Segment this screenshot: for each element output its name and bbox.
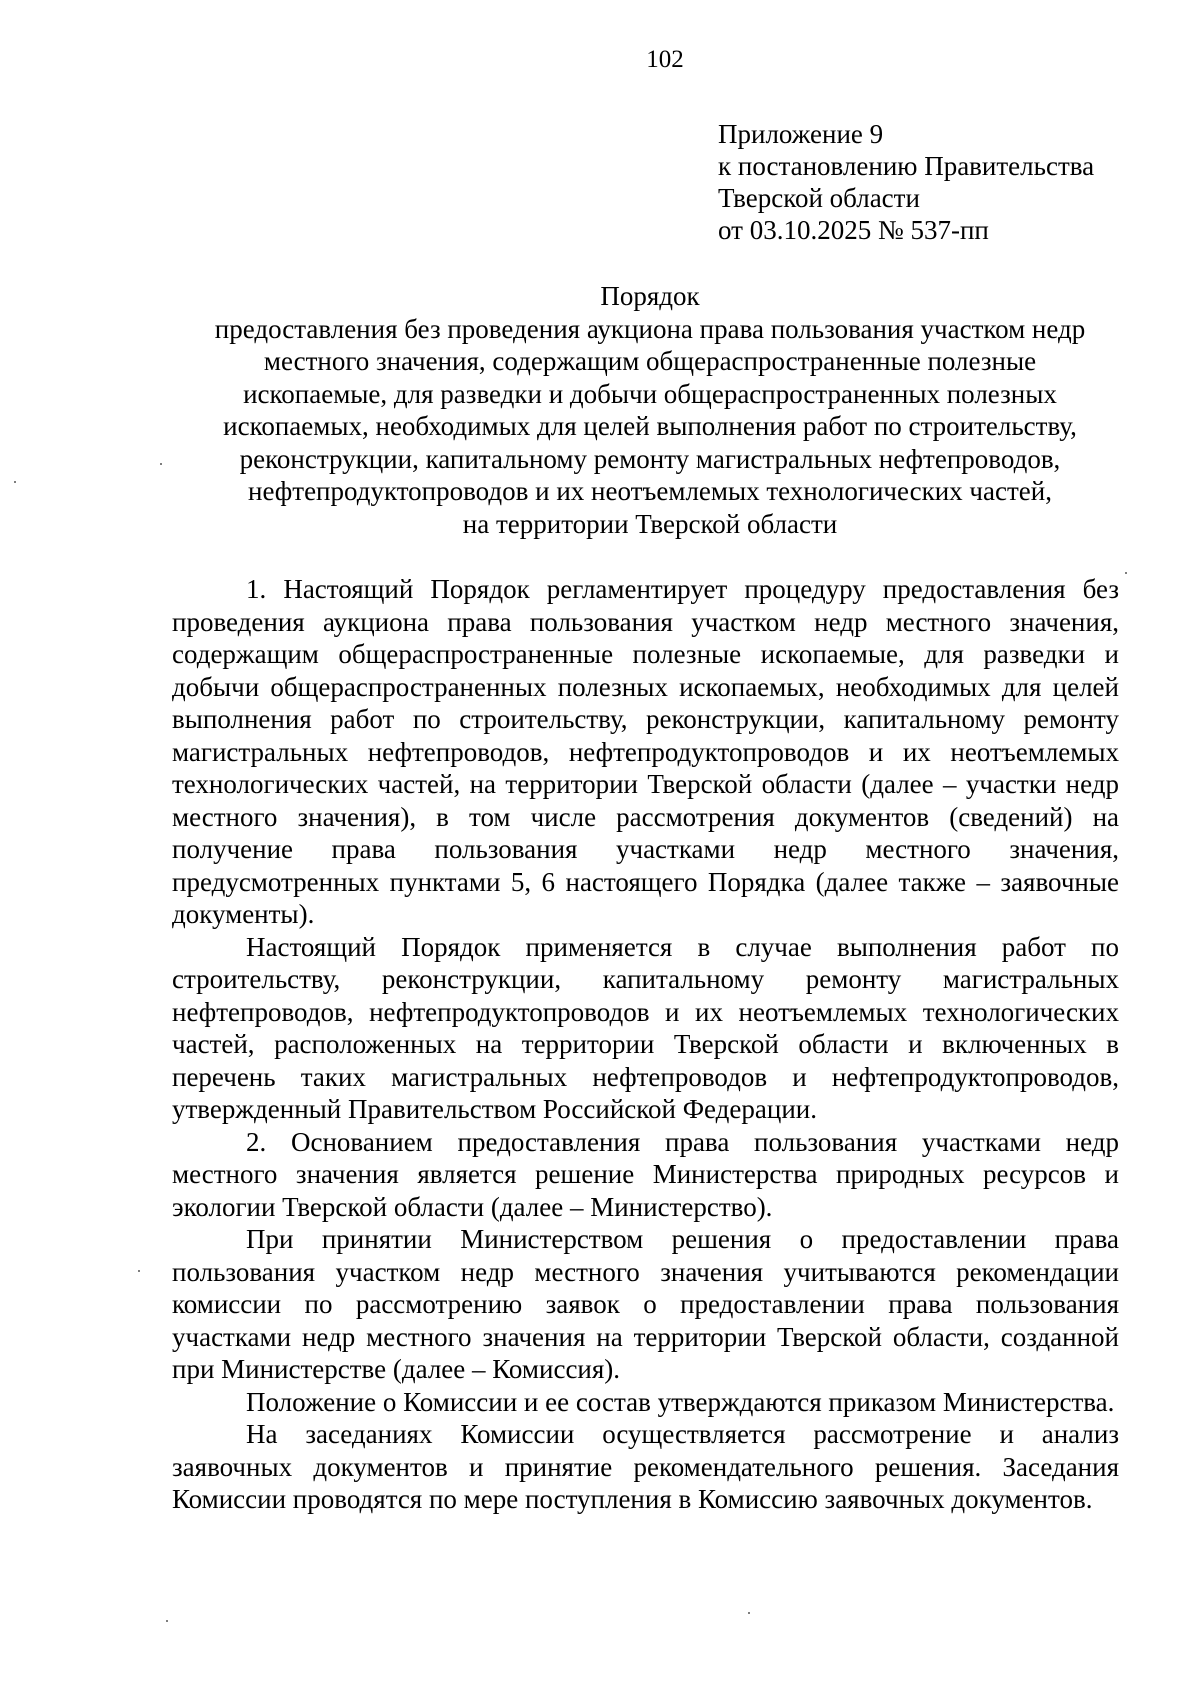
appendix-line: к постановлению Правительства (718, 151, 1095, 181)
title-line: предоставления без проведения аукциона права пользования участком недр (214, 313, 1086, 344)
scan-speck (166, 1620, 168, 1622)
paragraph: Положение о Комиссии и ее состав утверждаются приказом Министерства. (246, 1386, 1115, 1417)
scan-speck (14, 481, 16, 483)
title-line: на территории Тверской области (462, 508, 838, 539)
paragraph: 1. Настоящий Порядок регламентирует процедуру предоставления без проведения аукциона права пользования участком недр местного значения, содержащим общераспространенные полезные ископаемые, для разведки и добычи общераспространенных полезных ископаемых, необходимых для целей выполнения работ по строительству, реконструкции, капитальному ремонту магистральных нефтепроводов, нефтепродуктопроводов и их неотъемлемых технологических частей, на территории Тверской области (далее – участки недр местного значения), в том числе рассмотрения документов (сведений) на получение права пользования участками недр местного значения, предусмотренных пунктами 5, 6 настоящего Порядка (далее также – заявочные документы). (172, 574, 1119, 929)
appendix-line: от 03.10.2025 № 537-пп (718, 215, 989, 245)
title-line: ископаемых, необходимых для целей выполнения работ по строительству, (223, 411, 1077, 441)
title-line: реконструкции, капитальному ремонту магистральных нефтепроводов, (239, 443, 1061, 474)
scan-speck (748, 1612, 750, 1614)
paragraph: Настоящий Порядок применяется в случае выполнения работ по строительству, реконструкции, капитальному ремонту магистральных нефтепроводов, нефтепродуктопроводов и их неотъемлемых технологических частей, расположенных на территории Тверской области и включенных в перечень таких магистральных нефтепроводов и нефтепродуктопроводов, утвержденный Правительством Российской Федерации. (172, 931, 1119, 1124)
scan-speck (138, 1270, 140, 1272)
document-body (172, 573, 1119, 1516)
title-line: нефтепродуктопроводов и их неотъемлемых технологических частей, (248, 476, 1052, 506)
page-number: 102 (646, 46, 684, 73)
scan-speck (1125, 572, 1127, 574)
document-title (120, 280, 1180, 540)
paragraph: На заседаниях Комиссии осуществляется рассмотрение и анализ заявочных документов и принятие рекомендательного решения. Заседания Комиссии проводятся по мере поступления в Комиссию заявочных документов. (172, 1419, 1119, 1514)
title-heading: Порядок (600, 281, 700, 311)
appendix-line: Тверской области (718, 183, 920, 213)
appendix-block (718, 118, 1094, 246)
scan-speck (160, 463, 162, 465)
appendix-line: Приложение 9 (718, 119, 884, 149)
title-line: ископаемые, для разведки и добычи общераспространенных полезных (243, 378, 1057, 409)
title-line: местного значения, содержащим общераспространенные полезные (263, 346, 1037, 376)
paragraph: При принятии Министерством решения о предоставлении права пользования участком недр местного значения учитываются рекомендации комиссии по рассмотрению заявок о предоставлении права пользования участками недр местного значения на территории Тверской области, созданной при Министерстве (далее – Комиссия). (172, 1224, 1119, 1384)
paragraph: 2. Основанием предоставления права пользования участками недр местного значения является решение Министерства природных ресурсов и экологии Тверской области (далее – Министерство). (172, 1126, 1119, 1222)
